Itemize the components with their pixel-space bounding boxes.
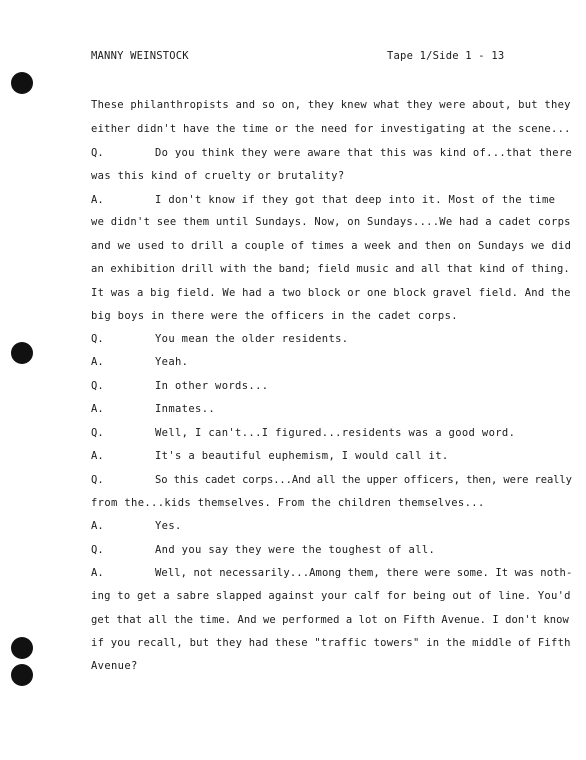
binder-hole [11,72,33,94]
binder-hole [11,637,33,659]
utterance: Yes. [155,520,182,532]
utterance: I don't know if they got that deep into it. Most of the time [155,194,556,206]
transcript-line: These philanthropists and so on, they knew what they were about, but they [91,99,571,111]
utterance: In other words... [155,380,269,392]
transcript-line: either didn't have the time or the need for investigating at the scene... [91,123,571,135]
transcript-line: It was a big field. We had a two block or one block gravel field. And the [91,287,571,299]
utterance: And you say they were the toughest of all. [155,544,436,556]
transcript-line: if you recall, but they had these "traffic towers" in the middle of Fifth [91,637,571,649]
speaker-label: A. [91,403,104,415]
utterance: Well, I can't...I figured...residents was a good word. [155,427,516,439]
transcript-line: ing to get a sabre slapped against your calf for being out of line. You'd [91,590,571,602]
utterance: So this cadet corps...And all the upper officers, then, were really [155,474,572,486]
transcript-line: Avenue? [91,660,138,672]
speaker-label: Q. [91,427,104,439]
transcript-line: and we used to drill a couple of times a week and then on Sundays we did [91,240,572,252]
speaker-label: Q. [91,380,104,392]
binder-hole [11,664,33,686]
utterance: Inmates.. [155,403,216,415]
transcript-line: from the...kids themselves. From the children themselves... [91,497,485,509]
utterance: Do you think they were aware that this was kind of...that there [155,147,573,159]
speaker-label: A. [91,520,104,532]
utterance: You mean the older residents. [155,333,349,345]
tape-info: Tape 1/Side 1 - 13 [387,50,505,62]
utterance: Yeah. [155,356,189,368]
transcript-line: big boys in there were the officers in the cadet corps. [91,310,458,322]
speaker-label: A. [91,450,104,462]
transcript-line: was this kind of cruelty or brutality? [91,170,345,182]
utterance: Well, not necessarily...Among them, there were some. It was noth- [155,567,573,579]
speaker-label: Q. [91,333,104,345]
transcript-line: an exhibition drill with the band; field music and all that kind of thing. [91,263,570,275]
speaker-label: Q. [91,544,104,556]
binder-hole [11,342,33,364]
speaker-label: A. [91,194,104,206]
transcript-line: we didn't see them until Sundays. Now, on Sundays....We had a cadet corps [91,216,571,228]
speaker-label: A. [91,356,104,368]
speaker-label: A. [91,567,104,579]
interviewee-name: MANNY WEINSTOCK [91,50,189,62]
transcript-line: get that all the time. And we performed a lot on Fifth Avenue. I don't know [91,614,569,626]
speaker-label: Q. [91,474,104,486]
utterance: It's a beautiful euphemism, I would call it. [155,450,449,462]
speaker-label: Q. [91,147,104,159]
